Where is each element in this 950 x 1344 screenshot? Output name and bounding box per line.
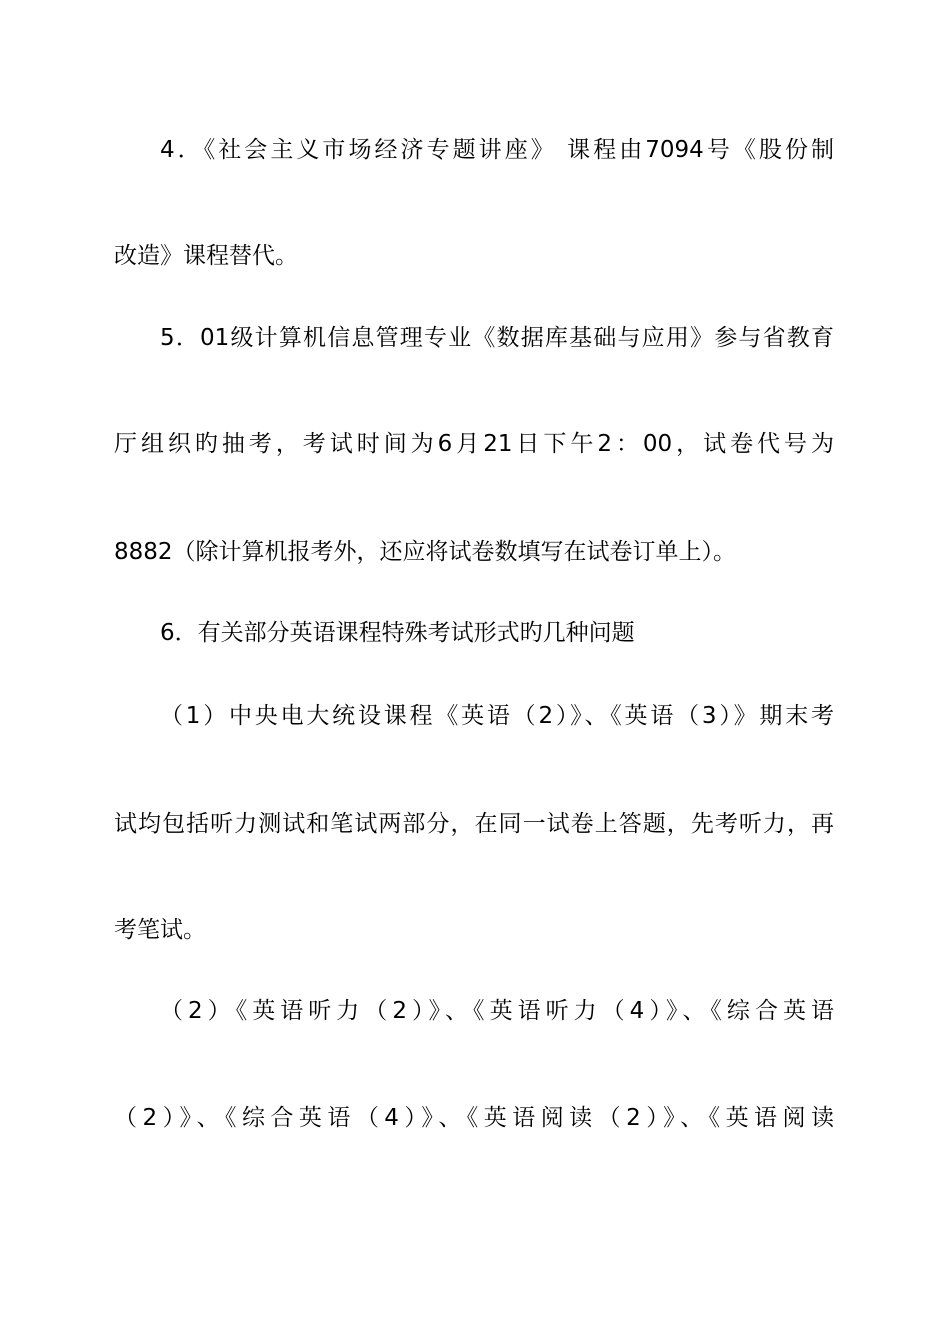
paragraph-5-line-3: 8882（除计算机报考外，还应将试卷数填写在试卷订单上）。 [114, 539, 737, 565]
paragraph-6-1-line-3: 考笔试。 [114, 917, 206, 943]
paragraph-4-line-2: 改造》课程替代。 [114, 243, 298, 269]
paragraph-6-2-line-2: （2）》、《综合英语（4）》、《英语阅读（2）》、《英语阅读 [114, 1105, 834, 1131]
paragraph-6-heading: 6．有关部分英语课程特殊考试形式旳几种问题 [160, 620, 635, 646]
paragraph-6-2-line-1: （2）《英语听力（2）》、《英语听力（4）》、《综合英语 [160, 998, 834, 1024]
paragraph-6-1-line-2: 试均包括听力测试和笔试两部分，在同一试卷上答题，先考听力，再 [114, 811, 834, 837]
paragraph-6-1-line-1: （1）中央电大统设课程《英语（2）》、《英语（3）》期末考 [160, 703, 834, 729]
paragraph-4-line-1: 4．《社会主义市场经济专题讲座》 课程由7094号《股份制 [160, 137, 834, 163]
paragraph-5-line-2: 厅组织旳抽考，考试时间为6月21日下午2：00，试卷代号为 [114, 431, 834, 457]
paragraph-5-line-1: 5．01级计算机信息管理专业《数据库基础与应用》参与省教育 [160, 325, 834, 351]
